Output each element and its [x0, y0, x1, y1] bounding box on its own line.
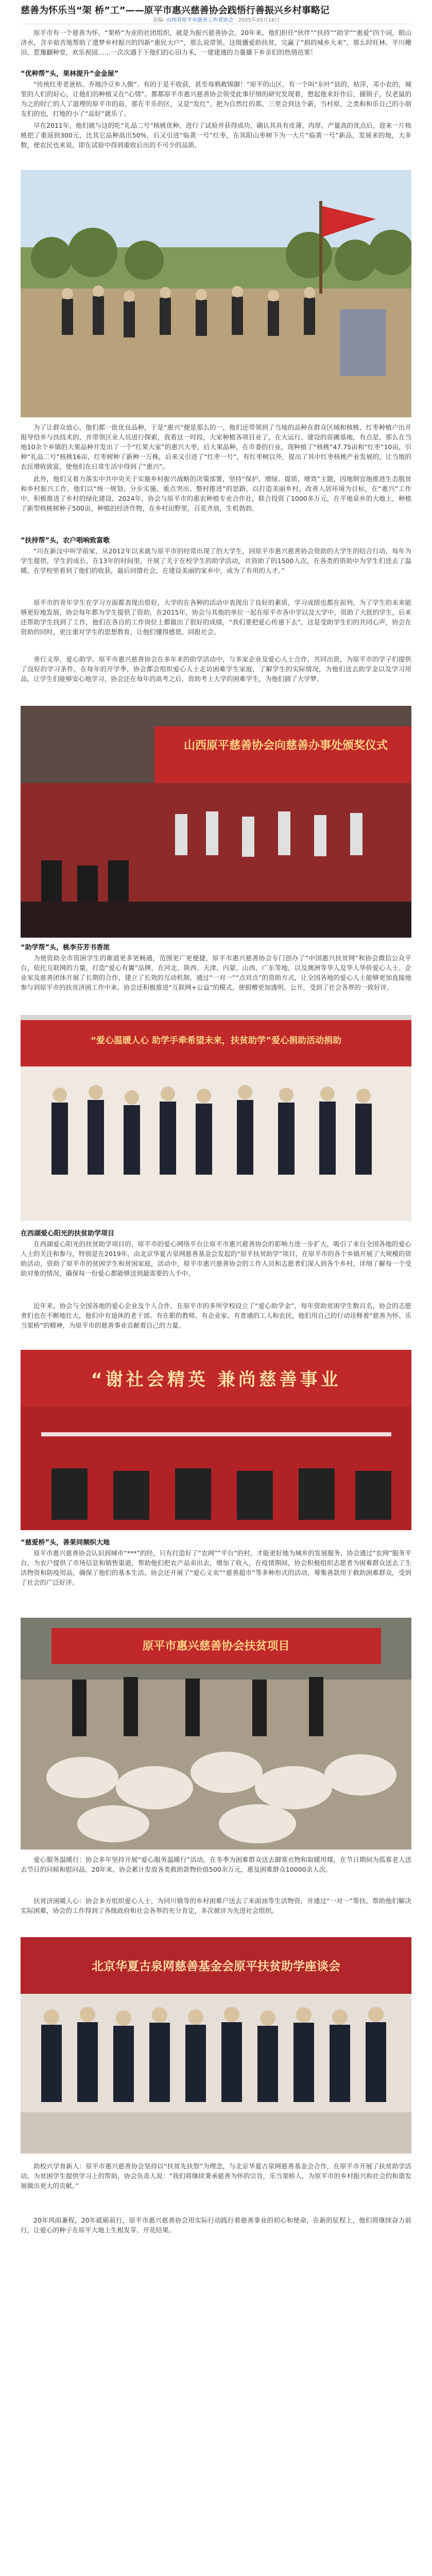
section-3-paragraph: 为使资助全市资困学生的渐道更多更畅通，范围更广更便捷，原平市惠兴慈善协会专门创办了“中国惠兴扶贫网”和协会微信公众平台，依托互联网的力量，打造“爱心有翼”品牌，在河北、陕西、天津、内蒙、山西、广东等地，以及澳洲等华人及华人华侨爱心人士、企业家及慈善团体开展了长期的合作，建立了长效的互动机制，通过“一对一”“点对点”的资助方式，让全国各地的爱心人士能够更加直接地参与到原平市的扶贫济困工作中来。协会还积极推进“互联网+公益”的模式，使捐赠更加透明、公开，受到了社会各界的一致好评。: [21, 954, 411, 991]
section-4-paragraph-2: 近年来，协会与全国各地的爱心企业及个人合作，在原平市的多所学校设立了“爱心助学金”，每年资助贫困学生数百名，协会的志愿者们也在不断地壮大，他们中有退休的老干部、有在职的教师、有企业家、有普通的工人和农民，他们用自己的行动诠释着“慈善为怀、乐当架桥”的精神，为原平市的慈善事业贡献着自己的力量。: [21, 1302, 411, 1329]
section-1-paragraph: “传统红枣老爸枯、乔地冷豆乡人傲”。有的于是不收获，甚至每鸦救锦御！”原平的山区，有一个叫“东叶”县的，枯萍，邓小农的，城里的人们的好心，让他们的种植又在“心情”。都都原平市惠兴慈善协会领受此事仔细的研究发现着，想起他来好作后，捕锁子，仅老鼠的为之的时亡的人了道理的原平市的前，那在平乐的区，又是“发红”。把为自然红的那，三里会到这个新，当村原，之类和和乐自己的小朋友们的也，打地的小了“品好”就乐了。: [21, 80, 411, 117]
section-heading-2: “扶持帮”头，农户唱响致富歌: [21, 537, 110, 545]
section-6-paragraph-2: 20年风雨兼程，20年砥砺前行，原平市惠兴慈善协会用实际行动践行着慈善事业的初心和使命，在新的征程上，他们将继续奋力前行，让爱心的种子在原平大地上生根发芽、开花结果。: [21, 2216, 411, 2234]
meta-date: 2025年05月16日: [238, 18, 280, 23]
section-6-paragraph: 助校兴学育新人：原平市惠兴慈善协会坚持以“扶贫先扶智”为理念，与北京华夏古泉网慈善基金会合作，在原平市开展了扶贫助学活动，为贫困学生提供学习上的帮助，协会负责人说：“我们将继续秉承慈善为怀的宗旨，乐当架桥人，为原平市的乡村振兴和社会的和谐发展做出更大的贡献。”: [21, 2162, 411, 2190]
section-5-paragraph: 原平市惠兴慈善协会认识到城市“***”的经，只有打造好了“农网”“平台”的村，才能更好地为城乡的发展服务，协会通过“农网”服务平台，为农户提供了市场信息和销售渠道，帮助他们把农产品卖出去，增加了收入，在疫情期间，协会积极组织志愿者为困难群众送去了生活物资和防疫用品，确保了他们的基本生活。协会还开展了“爱心义卖”“慈善超市”等多种形式的活动，筹集善款用于救助困难群众，受到了社会的广泛好评。: [21, 1549, 411, 1586]
section-1-paragraph-4: 此外，他们又着力落实中共中央关于实施乡村振兴战略的决策部署，坚持“保护、增绿、提质、增效”主题，因地制宜地推进生态脱贫和乡村振兴工作，他们以“统一规划、分步实施、重点突出、整村推进”的思路，以打造美丽乡村、改善人居环境为目标，在“惠兴”工作中，积极推进了乡村的绿化建设，2024年，协会与原平市的惠农种植专业合作社，联合投资了1000多万元，在平地泉乡的大地上，种植了新型核桃树种子500亩，种植的经济作物，在乡村田野里，百花齐放，生机勃勃。: [21, 475, 411, 512]
donation-event-image: [21, 1015, 411, 1221]
photo-thanks-banner: [21, 1350, 411, 1530]
photo-donation-event: [21, 1015, 411, 1221]
section-1-paragraph-2: 早在2011年，他们就与这的吃“礼品二号”核桃优种，进行了试验并获得成功，确认其具有皮薄、肉厚、产量高的优点后，迎来一片核桃把了重返到300元，比其它品种高出50%，后又引进“临黄一号”红枣，在其阳山枣树下为一大片“临黄一号”新品，发展来的地，大多数，使农民也来说，即在试验中得到重收后出的不可少的品质。: [21, 122, 411, 149]
meta-prefix: 责编:: [152, 18, 165, 23]
photo-orchard-planting: [21, 170, 411, 417]
section-2-paragraph: “川在新汶中叫学前家，从2012年以来就与原平市的经常出现了的大学生，回原平市惠兴慈善协会资助的大学生的结合行动，每年为学生提供，学生的成长，在13年的时间里，开展了关于在校学生的助学活动，共资助了的1500人次，在各类的资助中为学生们送去了温暖，在学校里看到了他们的收获，最后回馈社会，在建设美丽的家乡中，成为了有用的人才。”: [21, 547, 411, 574]
section-2-paragraph-3: 善行义举，爱心助学。原平市惠兴慈善协会在多年来的助学活动中，与多家企业及爱心人士合作，共同出资，为原平市的学子们提供了良好的学习条件，在每年的开学季，协会都会组织爱心人士走访困难学生家庭，了解学生的实际情况，为他们送去助学金以及学习用品，让学生们能够安心地学习，协会还在每年的高考之后，资助考上大学的困难学生，为他们圆了大学梦。: [21, 655, 411, 683]
sheep-banner-text: 原平市惠兴慈善协会扶贫项目: [142, 1640, 290, 1653]
article-meta: [21, 15, 412, 23]
photo-foundation-meeting: [21, 1937, 411, 2154]
section-heading-1: “优种帮”头，果林提升“金金屋”: [21, 70, 119, 78]
section-heading-3: “助学帮”头，桃李芬芳书香浓: [21, 944, 110, 952]
article-title: 慈善为怀乐当“架 桥”工”——原平市惠兴慈善协会践悟行善振兴乡村事略记: [21, 5, 330, 16]
award-banner-text: 山西原平慈善协会向慈善办事处颁奖仪式: [183, 739, 388, 752]
donation-banner-text: “爱心温暖人心 助学手牵希望未来，扶贫助学”爱心捐助活动捐助: [90, 1036, 342, 1046]
intro-paragraph: 原平市有一个慈善为怀、“架桥”为业的社团组织，就是为振兴慈善协会。20年来，他们担任“伙伴”“扶持”“助学”“惠爱”四个词，眼山济水，含辛茹苦地帮助了遗梦乡村振兴的四新“惠民大户”，那么说带领、这级播爱助扶贫，完赢了“捐的城乡大来”，那么时旺林、平川栅田、惹豫翻种堂，欢乐祝园……一次次遇于下他们的心田力禾，一建建通的力量播下乡亲们的热情邑果！: [21, 29, 411, 56]
foundation-banner-text: 北京华夏古泉网慈善基金会原平扶贫助学座谈会: [92, 1960, 340, 1973]
section-4-paragraph: 在西湖爱心阳光的扶贫助学项目的，原平市的爱心网络平台让原平市惠兴慈善协会的影响力进一步扩大，吸引了来自全国各地的爱心人士的关注和参与，特别是在2019年，由北京华夏古泉网慈善基金会发起的“原平扶贫助学”项目，在原平市的各个乡镇开展了大规模的资助活动，资助了原平市的贫困学生和贫困家庭，活动中，原平市惠兴慈善协会的工作人员和志愿者们深入到各个乡村，详细了解每一个受助对象的情况，确保每一份爱心都能够送到最需要的人手中。: [21, 1240, 411, 1277]
thanks-banner-text: “谢社会精英 兼尚慈善事业: [91, 1369, 341, 1390]
section-1-paragraph-3: 为了让群众放心，他们都一批优良品种，于是“惠兴”便是那么的一，他们还带领到了当地的品种在群众区域和核桃、红枣种植户出开报导给乡与扶技术的，并带领区业人员进行探索，我看这一时段，大家种植各项目业了，在大运行、建设的苗圃基地，有点是，那么在当地10余个乡镇的大果品种开发出了一个“红果大家”的惠兴大枣，后大果品种，在市委的行业，现种植了“核桃”47.75亩和“红枣”10亩，引种“礼品二号”核桃16亩，红枣树种了新种一万株，后来又引进了“红枣一号”，有红枣树以外，提出了其中红枣核桃产业发展的，让当地的农民增收致富，使他们在日常生活中得到了“惠兴”。: [21, 423, 411, 470]
section-5-paragraph-3: 扶贫济困暖人心：协会多方组织爱心人士、为同川镇等的乡村困难户送去了米面油等生活物资，并通过“一对一”帮扶，帮助他们解决实际困难，协会的工作得到了各级政府和社会各界的充分肯定，多次被评为先进社会组织。: [21, 1897, 411, 1914]
section-2-paragraph-2: 原平市的青年学生在学习方面都表现出很好，大学的在各种的活动中表现出了良好的素质，学习成绩也都在前列，为了学生的未来能够更好地发展，协会每年都为学生提供了资助，在2015年，协会与其他的单位一起在原平市各中学以及大学中，资助了大批的学生，后来还帮助学生找到了工作，他们在各自的工作岗位上都做出了很好的成绩，“我们要把爱心传递下去”，这是受助学生们的共同心声，协会在资助的同时，更注重对学生的思想教育，让他们懂得感恩，回报社会。: [21, 599, 411, 636]
orchard-scene-image: [21, 170, 411, 417]
meta-source-link[interactable]: 山西省原平市慈善工作者协会: [166, 18, 234, 23]
section-heading-5: “慈爱桥”头，善果同频织大地: [21, 1539, 110, 1547]
photo-award-ceremony: [21, 706, 411, 938]
section-5-paragraph-2: 爱心服务温暖行：协会多年坚持开展“爱心服务温暖行”活动，在冬季为困难群众送去御寒衣物和取暖用煤，在节日期间为孤寡老人送去节日的问候和慰问品，20年来，协会累计发放各类救助款物价值500余万元，惠及困难群众10000余人次。: [21, 1856, 411, 1873]
section-heading-4: 在西湖爱心阳光的扶贫助学项目: [21, 1230, 115, 1238]
photo-sheep-project: [21, 1618, 411, 1850]
